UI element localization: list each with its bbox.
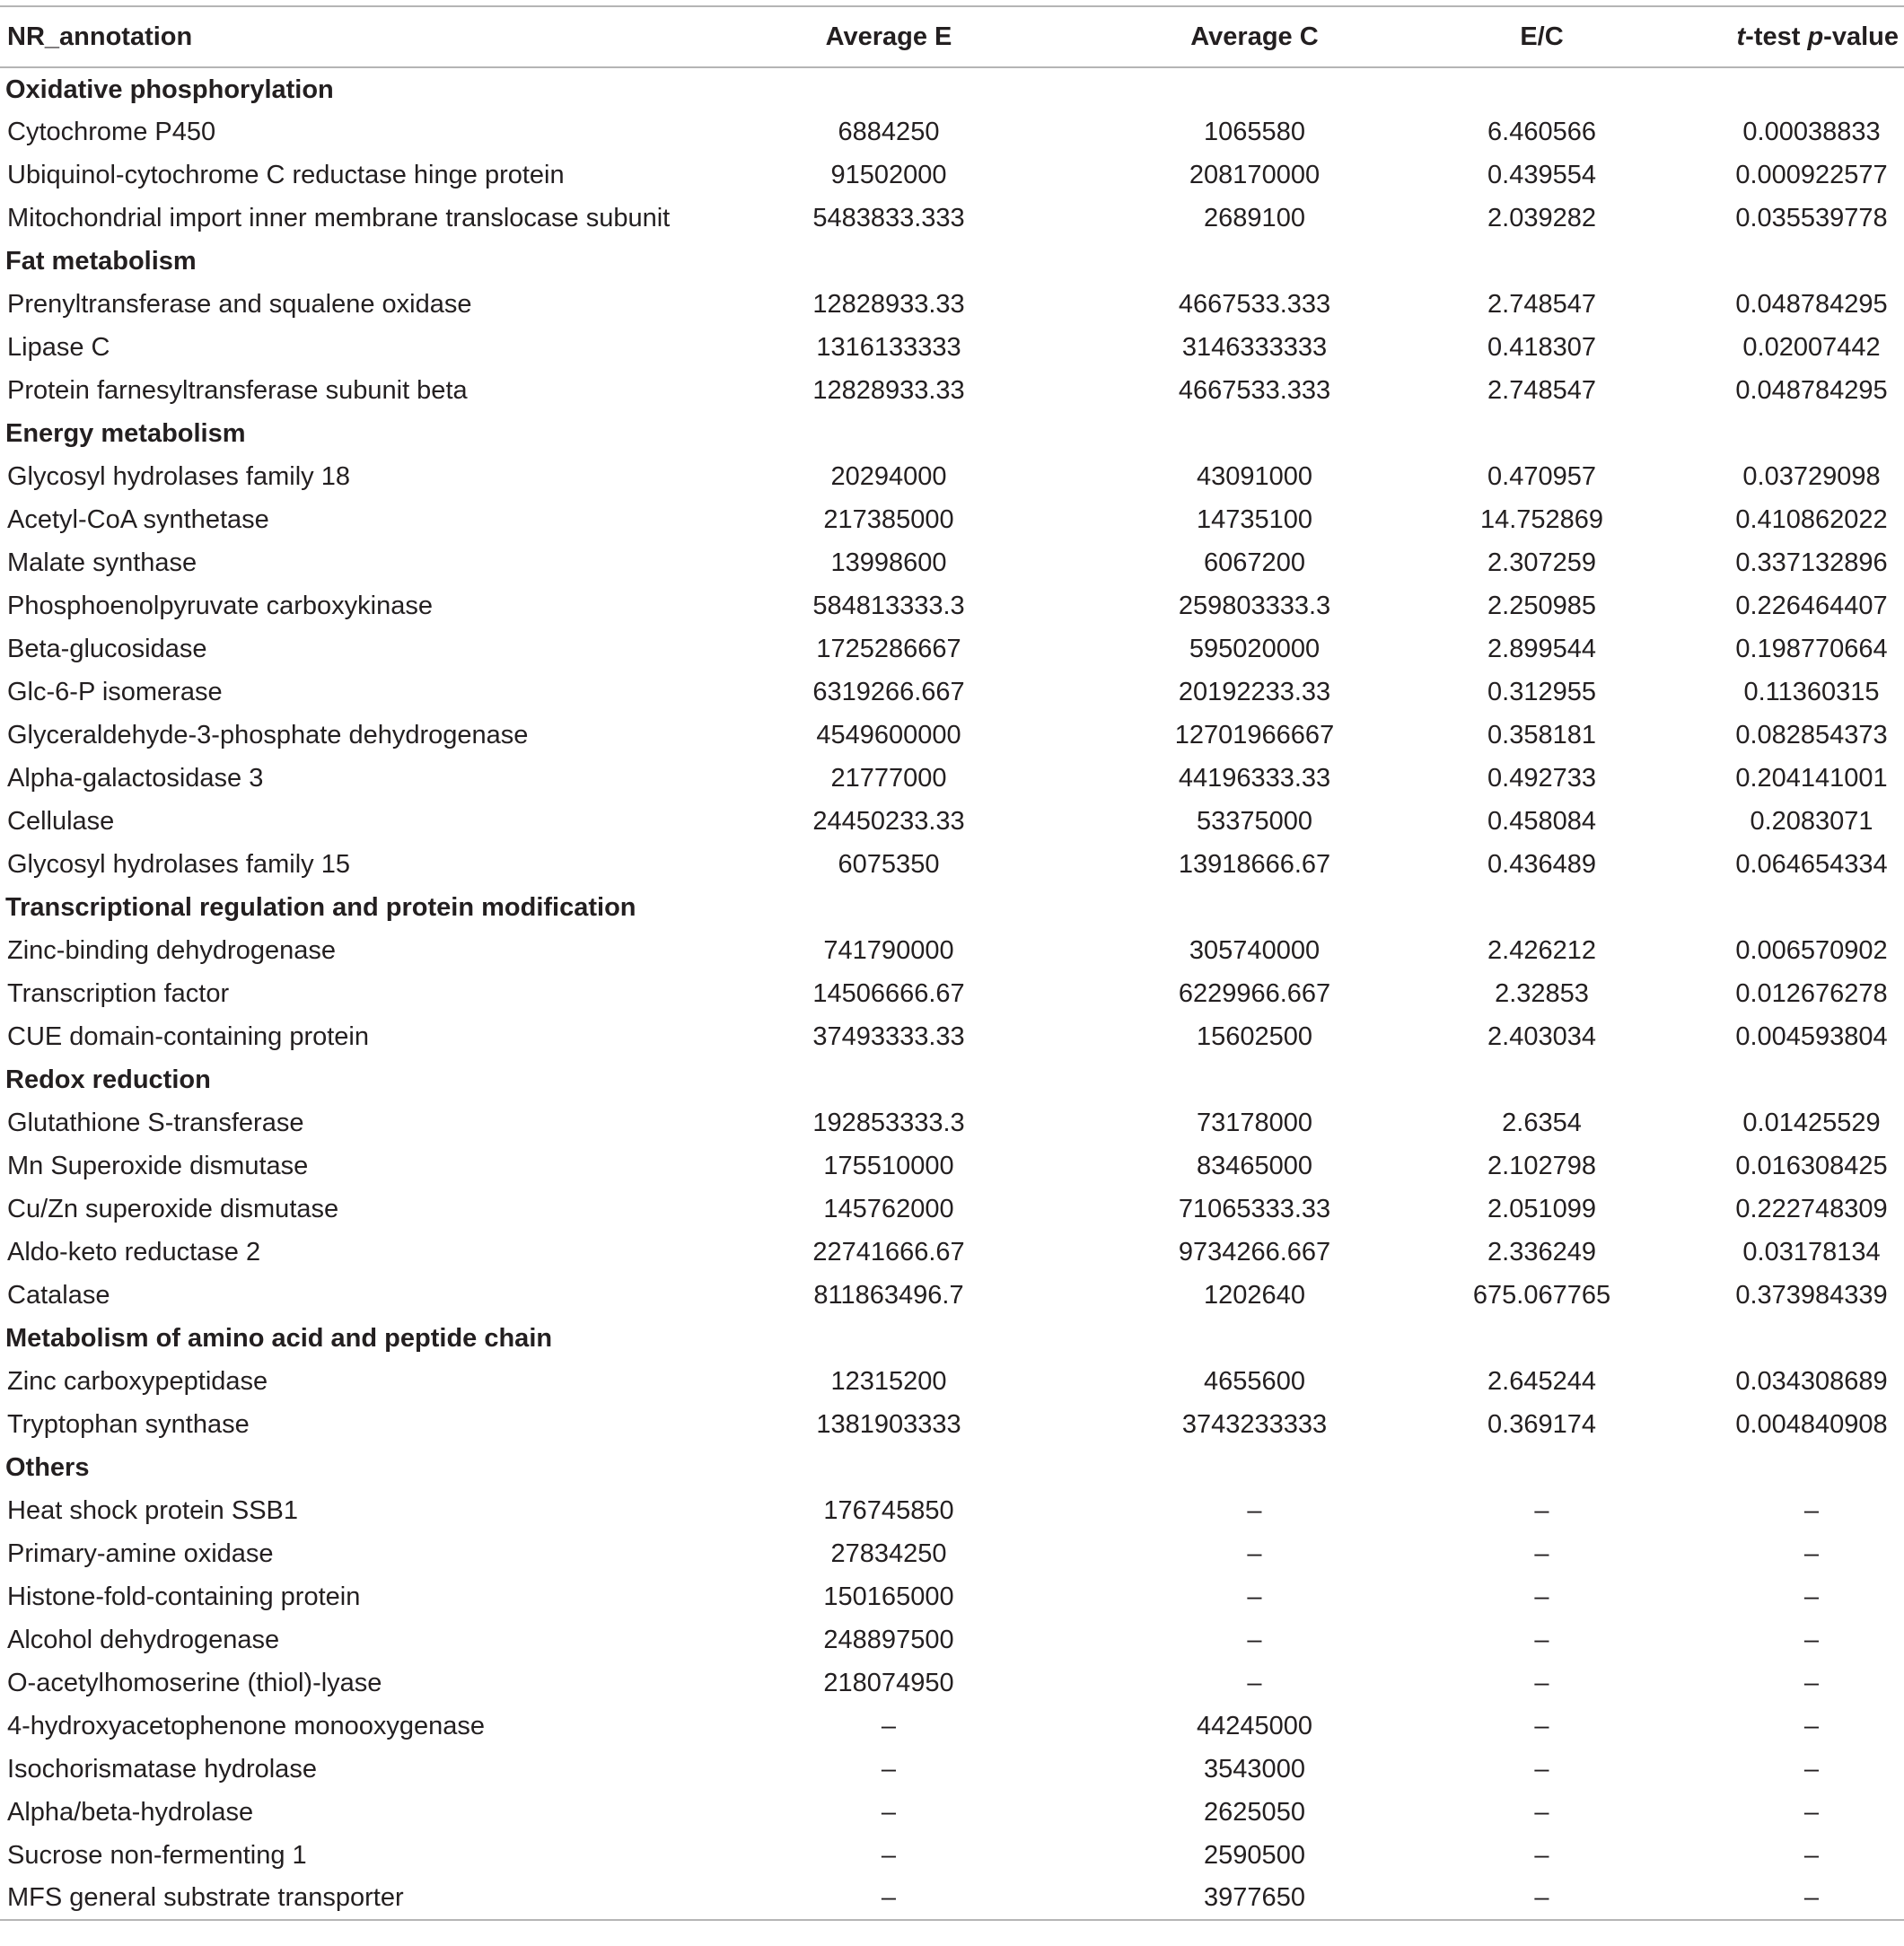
cell-average-e: 37493333.33	[812, 1021, 965, 1051]
cell-average-c: 4667533.333	[1178, 375, 1331, 405]
cell-annotation: Sucrose non-fermenting 1	[7, 1840, 307, 1870]
cell-pvalue-cell	[1616, 1575, 1904, 1618]
table-row	[0, 1188, 1904, 1231]
header-pvalue-end: -value	[1823, 22, 1899, 51]
cell-pvalue: –	[1803, 1797, 1820, 1827]
cell-pvalue: 0.01425529	[1742, 1108, 1881, 1137]
cell-annotation: Prenyltransferase and squalene oxidase	[7, 289, 472, 319]
section-row	[0, 240, 1904, 283]
cell-pvalue-cell	[1616, 1661, 1904, 1705]
cell-average-c: 1065580	[1204, 117, 1305, 146]
cell-ratio: 2.307259	[1487, 548, 1596, 577]
cell-average-c: 12701966667	[1174, 720, 1335, 749]
cell-average-e: 145762000	[823, 1194, 954, 1223]
cell-ratio: –	[1534, 1668, 1549, 1697]
cell-ratio: 2.32853	[1495, 978, 1589, 1008]
cell-pvalue-cell	[1616, 1274, 1904, 1317]
cell-average-e: 91502000	[830, 160, 947, 189]
cell-annotation: CUE domain-containing protein	[7, 1021, 369, 1051]
cell-average-e: 6884250	[838, 117, 940, 146]
section-title: Metabolism of amino acid and peptide chain	[5, 1323, 553, 1353]
section-title: Oxidative phosphorylation	[5, 75, 334, 104]
protein-expression-table	[0, 5, 1904, 1921]
table-row	[0, 627, 1904, 671]
section-row	[0, 1317, 1904, 1360]
cell-average-e: 1316133333	[816, 332, 961, 362]
cell-average-c: 13918666.67	[1178, 849, 1331, 879]
cell-annotation: Isochorismatase hydrolase	[7, 1754, 317, 1784]
cell-average-c: 595020000	[1189, 634, 1321, 663]
cell-pvalue-cell	[1616, 757, 1904, 800]
cell-pvalue-cell	[1616, 1231, 1904, 1274]
table-row	[0, 714, 1904, 757]
cell-average-c: 2689100	[1204, 203, 1305, 232]
cell-pvalue-cell	[1616, 972, 1904, 1015]
cell-pvalue-cell	[1616, 1532, 1904, 1575]
cell-ratio: –	[1534, 1797, 1549, 1827]
cell-average-c: 2625050	[1204, 1797, 1305, 1827]
table-row	[0, 369, 1904, 412]
cell-ratio: 675.067765	[1472, 1280, 1611, 1310]
cell-ratio: 0.492733	[1487, 763, 1596, 793]
cell-ratio: 0.369174	[1487, 1409, 1596, 1439]
table-row	[0, 110, 1904, 153]
cell-average-c: 2590500	[1204, 1840, 1305, 1870]
cell-average-e: 6075350	[838, 849, 940, 879]
cell-annotation: Glycosyl hydrolases family 18	[7, 461, 350, 491]
cell-average-e: 150165000	[823, 1582, 954, 1611]
cell-annotation: Glyceraldehyde-3-phosphate dehydrogenase	[7, 720, 529, 749]
cell-average-e: 176745850	[823, 1495, 954, 1525]
cell-average-c: 3977650	[1005, 1877, 1396, 1920]
cell-ratio: 2.039282	[1487, 203, 1596, 232]
table-row	[0, 153, 1904, 197]
cell-annotation: Cu/Zn superoxide dismutase	[7, 1194, 339, 1223]
cell-pvalue-cell	[1616, 1748, 1904, 1791]
cell-pvalue: 0.11360315	[1743, 677, 1880, 706]
cell-pvalue-cell	[1616, 283, 1904, 326]
cell-average-c: 44245000	[1196, 1711, 1313, 1740]
cell-average-c: 9734266.667	[1178, 1237, 1331, 1267]
table-row	[0, 1791, 1904, 1834]
cell-average-c: 44196333.33	[1178, 763, 1331, 793]
section-row	[0, 1446, 1904, 1489]
cell-average-c: 3743233333	[1181, 1409, 1328, 1439]
cell-pvalue-cell	[1616, 1360, 1904, 1403]
cell-average-e: 192853333.3	[812, 1108, 965, 1137]
cell-annotation: Malate synthase	[7, 548, 197, 577]
cell-average-c: 4655600	[1204, 1366, 1305, 1396]
cell-ratio: 0.418307	[1487, 332, 1596, 362]
table-row	[0, 1101, 1904, 1144]
cell-pvalue-cell	[1616, 1403, 1904, 1446]
table-row	[0, 1403, 1904, 1446]
cell-pvalue-cell	[1616, 1791, 1904, 1834]
table-row	[0, 671, 1904, 714]
section-title: Others	[5, 1452, 90, 1482]
cell-average-c: –	[1247, 1495, 1262, 1525]
cell-annotation: Mitochondrial import inner membrane translocase subunit	[7, 203, 671, 232]
table-row	[0, 1575, 1904, 1618]
cell-pvalue: 0.012676278	[1735, 978, 1888, 1008]
table-row	[0, 326, 1904, 369]
cell-average-e: 22741666.67	[812, 1237, 965, 1267]
cell-ratio: 0.458084	[1487, 806, 1596, 836]
cell-pvalue: –	[1803, 1883, 1820, 1912]
section-row	[0, 412, 1904, 455]
cell-pvalue-cell	[1616, 843, 1904, 886]
table-row	[0, 1532, 1904, 1575]
section-title: Redox reduction	[5, 1065, 211, 1094]
cell-average-c: 53375000	[1196, 806, 1313, 836]
cell-average-e: 248897500	[823, 1625, 954, 1654]
cell-ratio: –	[1534, 1582, 1549, 1611]
cell-ratio: –	[1534, 1754, 1549, 1784]
cell-pvalue-cell	[1616, 1834, 1904, 1877]
cell-annotation: Acetyl-CoA synthetase	[7, 504, 269, 534]
cell-average-e: 4549600000	[816, 720, 961, 749]
cell-ratio: –	[1534, 1495, 1549, 1525]
cell-ratio: 0.470957	[1487, 461, 1596, 491]
cell-pvalue: 0.048784295	[1735, 375, 1888, 405]
header-pvalue-mid: -test	[1745, 22, 1808, 51]
cell-pvalue-cell	[1616, 671, 1904, 714]
cell-annotation: Primary-amine oxidase	[7, 1538, 274, 1568]
cell-pvalue-cell	[1616, 455, 1904, 498]
cell-ratio: –	[1534, 1538, 1549, 1568]
cell-annotation: Glycosyl hydrolases family 15	[7, 849, 350, 879]
cell-average-e: 27834250	[830, 1538, 947, 1568]
cell-annotation: Mn Superoxide dismutase	[7, 1151, 309, 1180]
header-pvalue	[1616, 6, 1904, 67]
table-row	[0, 1834, 1904, 1877]
cell-annotation: Alcohol dehydrogenase	[7, 1625, 280, 1654]
cell-pvalue: 0.004593804	[1735, 1021, 1888, 1051]
cell-average-e: 175510000	[823, 1151, 954, 1180]
table-row	[0, 800, 1904, 843]
cell-average-e: –	[881, 1840, 897, 1870]
cell-pvalue-cell	[1616, 110, 1904, 153]
header-annotation: NR_annotation	[0, 6, 772, 67]
table-row	[0, 1144, 1904, 1188]
cell-average-c: –	[1247, 1582, 1262, 1611]
cell-average-e: 217385000	[823, 504, 954, 534]
cell-pvalue-cell	[1616, 714, 1904, 757]
cell-ratio: –	[1396, 1877, 1616, 1920]
cell-annotation: Tryptophan synthase	[7, 1409, 250, 1439]
cell-pvalue: 0.034308689	[1735, 1366, 1888, 1396]
cell-average-e: 12828933.33	[812, 289, 965, 319]
table-row	[0, 1877, 1904, 1920]
cell-pvalue-cell	[1616, 369, 1904, 412]
cell-annotation: MFS general substrate transporter	[0, 1877, 772, 1920]
cell-average-e: 1725286667	[816, 634, 961, 663]
cell-pvalue-cell	[1616, 1705, 1904, 1748]
cell-ratio: 2.748547	[1487, 289, 1596, 319]
cell-average-e: 5483833.333	[812, 203, 965, 232]
cell-average-e: 218074950	[823, 1668, 954, 1697]
table-row	[0, 1231, 1904, 1274]
cell-annotation: O-acetylhomoserine (thiol)-lyase	[7, 1668, 382, 1697]
header-pvalue-p: p	[1807, 22, 1824, 51]
table-row	[0, 1705, 1904, 1748]
cell-pvalue: 0.03178134	[1742, 1237, 1881, 1267]
table-body	[0, 67, 1904, 1920]
cell-average-e: 584813333.3	[812, 591, 965, 620]
cell-ratio: 0.312955	[1487, 677, 1596, 706]
cell-annotation: Heat shock protein SSB1	[7, 1495, 299, 1525]
cell-pvalue: 0.064654334	[1735, 849, 1888, 879]
cell-average-e: –	[881, 1711, 897, 1740]
cell-pvalue: 0.035539778	[1735, 203, 1888, 232]
cell-average-c: 1202640	[1204, 1280, 1305, 1310]
cell-ratio: 0.439554	[1487, 160, 1596, 189]
cell-average-c: 6067200	[1204, 548, 1305, 577]
cell-average-e: –	[772, 1877, 1005, 1920]
cell-annotation: Cellulase	[7, 806, 115, 836]
cell-pvalue-cell	[1616, 541, 1904, 584]
table-row	[0, 1274, 1904, 1317]
table-header	[0, 6, 1904, 67]
cell-annotation: Protein farnesyltransferase subunit beta	[7, 375, 468, 405]
cell-pvalue-cell	[1616, 1489, 1904, 1532]
table-row	[0, 541, 1904, 584]
cell-average-e: –	[881, 1797, 897, 1827]
cell-pvalue-cell	[1616, 1618, 1904, 1661]
cell-pvalue-cell	[1616, 153, 1904, 197]
cell-pvalue: 0.004840908	[1735, 1409, 1888, 1439]
cell-pvalue-cell	[1616, 1101, 1904, 1144]
cell-ratio: –	[1534, 1711, 1549, 1740]
cell-annotation: Catalase	[7, 1280, 110, 1310]
table-row	[0, 1661, 1904, 1705]
cell-annotation: Ubiquinol-cytochrome C reductase hinge protein	[7, 160, 565, 189]
cell-pvalue-cell	[1616, 800, 1904, 843]
cell-pvalue: –	[1803, 1668, 1820, 1697]
cell-ratio: 2.645244	[1487, 1366, 1596, 1396]
cell-average-c: 71065333.33	[1178, 1194, 1331, 1223]
cell-average-e: 20294000	[830, 461, 947, 491]
section-title: Fat metabolism	[5, 246, 197, 276]
table-row	[0, 1489, 1904, 1532]
cell-ratio: –	[1534, 1625, 1549, 1654]
cell-average-e: 14506666.67	[812, 978, 965, 1008]
table-row	[0, 929, 1904, 972]
table-row	[0, 197, 1904, 240]
table-row	[0, 455, 1904, 498]
header-average-c: Average C	[1005, 6, 1396, 67]
cell-pvalue-cell	[1616, 197, 1904, 240]
cell-ratio: 14.752869	[1479, 504, 1604, 534]
section-row	[0, 1058, 1904, 1101]
cell-average-e: 811863496.7	[813, 1280, 964, 1310]
cell-ratio: 0.436489	[1487, 849, 1596, 879]
cell-pvalue: 0.082854373	[1735, 720, 1888, 749]
cell-pvalue-cell	[1616, 1144, 1904, 1188]
cell-average-c: 3543000	[1204, 1754, 1305, 1784]
cell-pvalue: –	[1803, 1495, 1820, 1525]
cell-pvalue-cell	[1616, 584, 1904, 627]
table-row	[0, 283, 1904, 326]
cell-average-c: 20192233.33	[1178, 677, 1331, 706]
cell-average-c: 83465000	[1196, 1151, 1313, 1180]
cell-ratio: 2.102798	[1487, 1151, 1596, 1180]
cell-ratio: –	[1534, 1840, 1549, 1870]
cell-average-e: 13998600	[830, 548, 947, 577]
table-row	[0, 1360, 1904, 1403]
cell-pvalue: 0.048784295	[1735, 289, 1888, 319]
section-row	[0, 886, 1904, 929]
header-ratio: E/C	[1396, 6, 1616, 67]
cell-pvalue: –	[1803, 1711, 1820, 1740]
cell-average-c: –	[1247, 1668, 1262, 1697]
cell-ratio: 2.051099	[1487, 1194, 1596, 1223]
table-row	[0, 843, 1904, 886]
cell-pvalue: –	[1803, 1625, 1820, 1654]
cell-ratio: 2.6354	[1502, 1108, 1582, 1137]
table-row	[0, 498, 1904, 541]
cell-ratio: 2.748547	[1487, 375, 1596, 405]
table-row	[0, 757, 1904, 800]
cell-pvalue: 0.226464407	[1735, 591, 1888, 620]
cell-annotation: Glutathione S-transferase	[7, 1108, 304, 1137]
section-row	[0, 67, 1904, 110]
table-row	[0, 1015, 1904, 1058]
cell-average-e: 6319266.667	[812, 677, 965, 706]
cell-pvalue: 0.00038833	[1742, 117, 1881, 146]
header-pvalue-t: t	[1736, 22, 1746, 51]
section-title: Transcriptional regulation and protein modification	[5, 892, 636, 922]
cell-pvalue-cell	[1616, 326, 1904, 369]
cell-average-e: 12828933.33	[812, 375, 965, 405]
cell-ratio: 2.426212	[1487, 935, 1596, 965]
cell-average-e: 21777000	[830, 763, 947, 793]
cell-pvalue: –	[1803, 1840, 1820, 1870]
cell-annotation: Cytochrome P450	[7, 117, 216, 146]
cell-pvalue: 0.016308425	[1735, 1151, 1888, 1180]
cell-average-e: 741790000	[823, 935, 954, 965]
cell-pvalue-cell	[1616, 1188, 1904, 1231]
cell-pvalue-cell	[1616, 929, 1904, 972]
cell-average-c: –	[1247, 1538, 1262, 1568]
cell-average-c: 208170000	[1189, 160, 1321, 189]
cell-annotation: Zinc carboxypeptidase	[7, 1366, 268, 1396]
cell-pvalue: 0.373984339	[1735, 1280, 1888, 1310]
cell-average-c: –	[1247, 1625, 1262, 1654]
table-row	[0, 1618, 1904, 1661]
cell-annotation: Alpha-galactosidase 3	[7, 763, 264, 793]
cell-ratio: 2.403034	[1487, 1021, 1596, 1051]
cell-pvalue-cell	[1616, 1015, 1904, 1058]
cell-average-e: 1381903333	[816, 1409, 961, 1439]
cell-average-c: 73178000	[1196, 1108, 1313, 1137]
cell-average-c: 3146333333	[1181, 332, 1328, 362]
cell-ratio: 2.250985	[1487, 591, 1596, 620]
table-row	[0, 1748, 1904, 1791]
cell-annotation: Zinc-binding dehydrogenase	[7, 935, 336, 965]
cell-ratio: 2.899544	[1487, 634, 1596, 663]
cell-pvalue: 0.198770664	[1735, 634, 1888, 663]
cell-pvalue: 0.2083071	[1750, 806, 1873, 836]
cell-pvalue: –	[1803, 1538, 1820, 1568]
cell-pvalue-cell	[1616, 627, 1904, 671]
cell-pvalue: 0.204141001	[1735, 763, 1888, 793]
cell-pvalue: 0.02007442	[1742, 332, 1881, 362]
header-row	[0, 6, 1904, 67]
cell-annotation: Histone-fold-containing protein	[7, 1582, 361, 1611]
cell-average-c: 6229966.667	[1178, 978, 1331, 1008]
cell-annotation: Glc-6-P isomerase	[7, 677, 223, 706]
cell-average-e: 12315200	[830, 1366, 947, 1396]
cell-annotation: Lipase C	[7, 332, 110, 362]
table-row	[0, 972, 1904, 1015]
cell-annotation: Alpha/beta-hydrolase	[7, 1797, 254, 1827]
cell-ratio: 0.358181	[1487, 720, 1596, 749]
cell-pvalue: –	[1803, 1754, 1820, 1784]
cell-annotation: Transcription factor	[7, 978, 230, 1008]
cell-pvalue: 0.410862022	[1735, 504, 1888, 534]
cell-average-c: 4667533.333	[1178, 289, 1331, 319]
cell-pvalue: –	[1803, 1582, 1820, 1611]
cell-pvalue: 0.006570902	[1735, 935, 1888, 965]
cell-average-e: –	[881, 1754, 897, 1784]
cell-annotation: Beta-glucosidase	[7, 634, 207, 663]
cell-ratio: 6.460566	[1487, 117, 1596, 146]
cell-pvalue-cell	[1616, 498, 1904, 541]
cell-annotation: Aldo-keto reductase 2	[7, 1237, 261, 1267]
cell-pvalue: 0.03729098	[1742, 461, 1881, 491]
section-title: Energy metabolism	[5, 418, 246, 448]
cell-annotation: Phosphoenolpyruvate carboxykinase	[7, 591, 433, 620]
cell-average-c: 43091000	[1196, 461, 1313, 491]
cell-average-c: 259803333.3	[1178, 591, 1331, 620]
cell-pvalue: 0.337132896	[1735, 548, 1888, 577]
header-average-e: Average E	[772, 6, 1005, 67]
cell-average-c: 14735100	[1196, 504, 1313, 534]
cell-ratio: 2.336249	[1487, 1237, 1596, 1267]
cell-pvalue: 0.222748309	[1735, 1194, 1888, 1223]
table-row	[0, 584, 1904, 627]
cell-annotation: 4-hydroxyacetophenone monooxygenase	[7, 1711, 486, 1740]
cell-pvalue: 0.000922577	[1735, 160, 1888, 189]
cell-average-c: 15602500	[1196, 1021, 1313, 1051]
cell-pvalue-cell	[1616, 1877, 1904, 1920]
cell-average-e: 24450233.33	[812, 806, 965, 836]
cell-average-c: 305740000	[1189, 935, 1321, 965]
